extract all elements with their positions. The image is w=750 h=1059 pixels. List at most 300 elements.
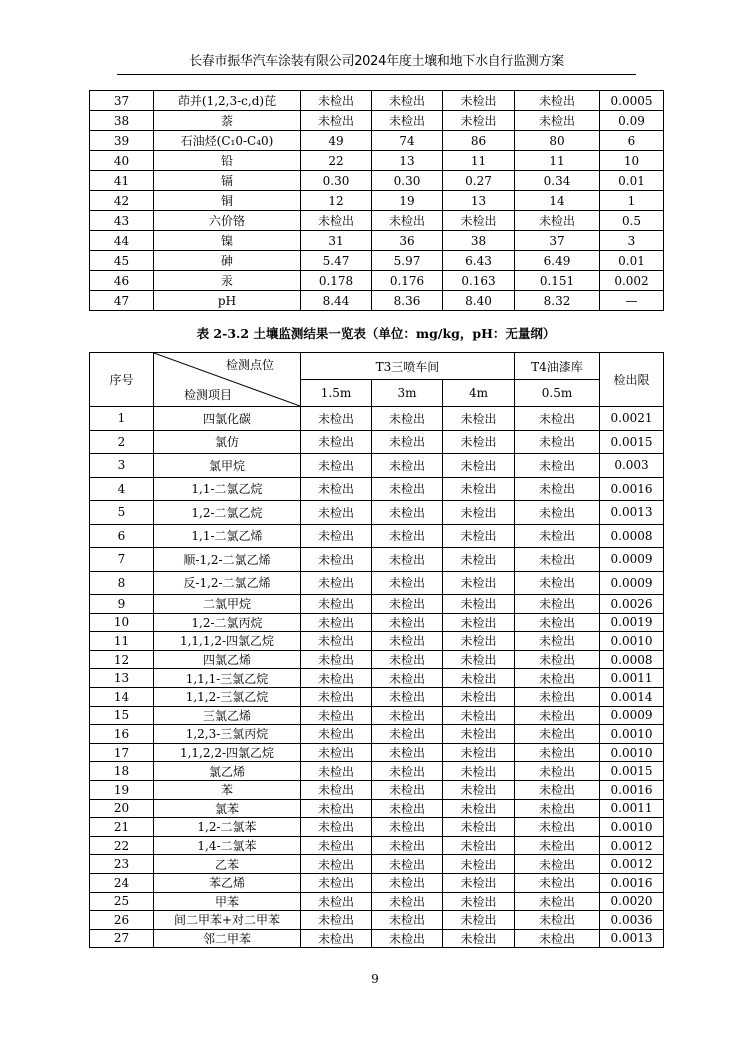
table-cell: 未检出 (443, 743, 515, 762)
table-cell: 未检出 (515, 818, 600, 837)
results-table-continued (89, 90, 664, 311)
table-cell: 未检出 (301, 548, 372, 572)
table-cell: 未检出 (515, 548, 600, 572)
table-cell: 未检出 (443, 911, 515, 930)
table-row (90, 454, 664, 478)
table-cell: 0.27 (443, 171, 515, 191)
table-cell: 未检出 (301, 706, 372, 725)
table-cell: 未检出 (443, 706, 515, 725)
table-cell: 0.0021 (600, 407, 664, 431)
table-cell: 1,1-二氯乙烯 (154, 524, 301, 548)
table-row (90, 632, 664, 651)
table-cell: 1,1,2,2-四氯乙烷 (154, 743, 301, 762)
table-cell: 0.0008 (600, 650, 664, 669)
table-cell: 37 (90, 91, 154, 111)
table-cell: 未检出 (443, 725, 515, 744)
table-cell: 6.43 (443, 251, 515, 271)
table-cell: 1,2-二氯苯 (154, 818, 301, 837)
table-row (90, 892, 664, 911)
table-cell: 0.0009 (600, 548, 664, 572)
table-cell: 茚并(1,2,3-c,d)芘 (154, 91, 301, 111)
table-cell: 未检出 (301, 818, 372, 837)
table-cell: 27 (90, 929, 154, 948)
table-cell: 未检出 (372, 799, 443, 818)
table-cell: 31 (301, 231, 372, 251)
table-cell: 未检出 (443, 501, 515, 525)
table-cell: 6 (600, 131, 664, 151)
table-cell: 0.5 (600, 211, 664, 231)
table-cell: 0.0016 (600, 873, 664, 892)
table-cell: 0.01 (600, 251, 664, 271)
table-cell: 未检出 (443, 211, 515, 231)
table-cell: 1,1,1,2-四氯乙烷 (154, 632, 301, 651)
table-cell: 1,4-二氯苯 (154, 836, 301, 855)
table-cell: 49 (301, 131, 372, 151)
header-group-t3: T3三喷车间 (301, 353, 515, 380)
table-cell: 26 (90, 911, 154, 930)
table-cell: 未检出 (515, 725, 600, 744)
table-cell: 未检出 (443, 454, 515, 478)
table-cell: 8.44 (301, 291, 372, 311)
table-cell: 未检出 (301, 571, 372, 595)
table-cell: 未检出 (443, 762, 515, 781)
header-depth: 4m (443, 380, 515, 407)
table-cell: 未检出 (515, 799, 600, 818)
table-cell: 未检出 (372, 430, 443, 454)
table-cell: 0.002 (600, 271, 664, 291)
table-cell: 25 (90, 892, 154, 911)
table-cell: 39 (90, 131, 154, 151)
table-cell: 11 (515, 151, 600, 171)
table-cell: 未检出 (515, 892, 600, 911)
table-cell: 未检出 (301, 211, 372, 231)
table-cell: 苯 (154, 780, 301, 799)
table-cell: 未检出 (443, 571, 515, 595)
table-cell: 2 (90, 430, 154, 454)
table-cell: 74 (372, 131, 443, 151)
table-cell: 未检出 (301, 836, 372, 855)
table-cell: 未检出 (443, 111, 515, 131)
table-cell: 45 (90, 251, 154, 271)
table-cell: 未检出 (443, 669, 515, 688)
table-cell: 未检出 (515, 454, 600, 478)
page-number: 9 (371, 972, 379, 986)
page-header-title: 长春市振华汽车涂装有限公司2024年度土壤和地下水自行监测方案 (189, 54, 564, 69)
table-cell: 22 (301, 151, 372, 171)
table-cell: 四氯化碳 (154, 407, 301, 431)
header-test-item: 检测项目 (184, 388, 233, 402)
table-cell: 未检出 (301, 501, 372, 525)
table-cell: 未检出 (372, 632, 443, 651)
table-caption: 表 2-3.2 土壤监测结果一览表（单位：mg/kg，pH：无量纲） (196, 326, 556, 341)
header-depth: 3m (372, 380, 443, 407)
table-cell: 14 (515, 191, 600, 211)
table-cell: 43 (90, 211, 154, 231)
table-cell: 未检出 (515, 91, 600, 111)
table-cell: 未检出 (301, 613, 372, 632)
table-cell: 3 (90, 454, 154, 478)
table-row (90, 407, 664, 431)
table-cell: 0.0015 (600, 762, 664, 781)
table-cell: 未检出 (301, 725, 372, 744)
table-cell: 铜 (154, 191, 301, 211)
table-cell: 0.003 (600, 454, 664, 478)
table-row (90, 706, 664, 725)
table-cell: 未检出 (372, 91, 443, 111)
table-cell: 0.0015 (600, 430, 664, 454)
table-cell: 0.178 (301, 271, 372, 291)
table-row (90, 743, 664, 762)
table-cell: 0.0009 (600, 571, 664, 595)
table-cell: 未检出 (372, 836, 443, 855)
table-cell: 16 (90, 725, 154, 744)
table-cell: 未检出 (301, 929, 372, 948)
table-cell: 未检出 (372, 477, 443, 501)
table-row (90, 687, 664, 706)
table-cell: 镍 (154, 231, 301, 251)
soil-results-body-a (90, 407, 664, 595)
table-cell: 未检出 (301, 743, 372, 762)
table-cell: 砷 (154, 251, 301, 271)
table-cell: 汞 (154, 271, 301, 291)
table-cell: 未检出 (515, 836, 600, 855)
table-row (90, 571, 664, 595)
table-cell: 未检出 (515, 407, 600, 431)
table-cell: 13 (443, 191, 515, 211)
table-cell: 0.163 (443, 271, 515, 291)
table-row (90, 836, 664, 855)
table-cell: 未检出 (301, 632, 372, 651)
table-cell: 未检出 (372, 524, 443, 548)
table-cell: 反-1,2-二氯乙烯 (154, 571, 301, 595)
table-cell: 未检出 (443, 780, 515, 799)
table-cell: 0.30 (372, 171, 443, 191)
table-row (90, 873, 664, 892)
table-row (90, 524, 664, 548)
table-cell: 0.0016 (600, 780, 664, 799)
table-cell: 未检出 (372, 650, 443, 669)
table-cell: 13 (372, 151, 443, 171)
table-cell: 0.0010 (600, 725, 664, 744)
table-cell: 1,1,2-三氯乙烷 (154, 687, 301, 706)
table-cell: 1,1,1-三氯乙烷 (154, 669, 301, 688)
table-cell: 未检出 (372, 548, 443, 572)
table-cell: 镉 (154, 171, 301, 191)
header-limit: 检出限 (600, 353, 664, 407)
table-cell: 未检出 (443, 873, 515, 892)
table-cell: 44 (90, 231, 154, 251)
table-cell: 未检出 (443, 430, 515, 454)
table-row (90, 669, 664, 688)
table-cell: 未检出 (372, 571, 443, 595)
table-cell: 未检出 (301, 780, 372, 799)
table-cell: 46 (90, 271, 154, 291)
table-row (90, 291, 664, 311)
table-cell: 未检出 (372, 613, 443, 632)
table-cell: 0.0010 (600, 743, 664, 762)
table-cell: 0.0012 (600, 855, 664, 874)
table-cell: 9 (90, 595, 154, 614)
table-cell: 氯乙烯 (154, 762, 301, 781)
table-cell: 未检出 (301, 892, 372, 911)
header-sampling-point: 检测点位 (225, 358, 274, 372)
table-cell: 未检出 (301, 687, 372, 706)
table-cell: 四氯乙烯 (154, 650, 301, 669)
table-cell: 80 (515, 131, 600, 151)
table-cell: 未检出 (515, 911, 600, 930)
table-cell: 36 (372, 231, 443, 251)
header-rule (117, 74, 636, 75)
table-cell: 未检出 (301, 430, 372, 454)
table-cell: 苯乙烯 (154, 873, 301, 892)
table-cell: 氯仿 (154, 430, 301, 454)
table-cell: 5.97 (372, 251, 443, 271)
table-cell: 未检出 (443, 818, 515, 837)
table-row (90, 231, 664, 251)
table-cell: 铅 (154, 151, 301, 171)
table-cell: 未检出 (515, 706, 600, 725)
table-cell: 未检出 (372, 725, 443, 744)
table-cell: 11 (90, 632, 154, 651)
table-cell: 86 (443, 131, 515, 151)
table-row (90, 477, 664, 501)
table-cell: 未检出 (443, 650, 515, 669)
table-cell: 0.0013 (600, 501, 664, 525)
table-cell: 0.0010 (600, 818, 664, 837)
table-cell: 41 (90, 171, 154, 191)
table-cell: 未检出 (372, 892, 443, 911)
table-cell: 1,2,3-三氯丙烷 (154, 725, 301, 744)
table-row (90, 548, 664, 572)
table-cell: 22 (90, 836, 154, 855)
table-cell: 未检出 (515, 111, 600, 131)
table-cell: 0.0020 (600, 892, 664, 911)
table-cell: 未检出 (515, 211, 600, 231)
table-cell: 未检出 (443, 687, 515, 706)
header-seq: 序号 (90, 353, 154, 407)
table-row (90, 799, 664, 818)
table-cell: 未检出 (515, 477, 600, 501)
soil-results-header (90, 353, 664, 407)
table-cell: 38 (443, 231, 515, 251)
table-row (90, 762, 664, 781)
table-cell: 未检出 (301, 407, 372, 431)
table-cell: 13 (90, 669, 154, 688)
table-cell: 0.0014 (600, 687, 664, 706)
table-row (90, 430, 664, 454)
table-cell: 未检出 (443, 524, 515, 548)
table-cell: 0.0019 (600, 613, 664, 632)
table-cell: 邻二甲苯 (154, 929, 301, 948)
table-cell: 未检出 (515, 669, 600, 688)
table-cell: pH (154, 291, 301, 311)
table-row (90, 501, 664, 525)
table-cell: 未检出 (301, 111, 372, 131)
table-cell: 未检出 (515, 929, 600, 948)
table-cell: 3 (600, 231, 664, 251)
table-cell: 未检出 (301, 873, 372, 892)
table-cell: 未检出 (372, 743, 443, 762)
table-cell: 未检出 (372, 407, 443, 431)
table-cell: 未检出 (372, 873, 443, 892)
table-cell: 未检出 (515, 650, 600, 669)
table-cell: 0.0026 (600, 595, 664, 614)
table-cell: 8.40 (443, 291, 515, 311)
table-row (90, 191, 664, 211)
table-cell: 0.0005 (600, 91, 664, 111)
table-cell: 未检出 (372, 595, 443, 614)
table-cell: 未检出 (515, 873, 600, 892)
table-cell: 未检出 (301, 855, 372, 874)
table-cell: 未检出 (301, 477, 372, 501)
table-cell: 0.0016 (600, 477, 664, 501)
table-cell: 0.34 (515, 171, 600, 191)
table-cell: 0.0013 (600, 929, 664, 948)
table-cell: 0.0009 (600, 706, 664, 725)
table-cell: 氯苯 (154, 799, 301, 818)
table-cell: 顺-1,2-二氯乙烯 (154, 548, 301, 572)
table-cell: 未检出 (515, 762, 600, 781)
table-cell: 7 (90, 548, 154, 572)
table-cell: 0.0011 (600, 799, 664, 818)
table-cell: — (600, 291, 664, 311)
table-cell: 11 (443, 151, 515, 171)
table-cell: 间二甲苯+对二甲苯 (154, 911, 301, 930)
table-cell: 21 (90, 818, 154, 837)
table-cell: 未检出 (515, 743, 600, 762)
table-cell: 未检出 (372, 454, 443, 478)
table-cell: 20 (90, 799, 154, 818)
table-cell: 未检出 (443, 407, 515, 431)
table-cell: 0.01 (600, 171, 664, 191)
table-cell: 未检出 (443, 836, 515, 855)
table-cell: 24 (90, 873, 154, 892)
table-cell: 未检出 (443, 595, 515, 614)
table-cell: 未检出 (372, 929, 443, 948)
table-cell: 1,2-二氯丙烷 (154, 613, 301, 632)
table-cell: 未检出 (515, 501, 600, 525)
table-cell: 未检出 (443, 632, 515, 651)
table-cell: 1,1-二氯乙烷 (154, 477, 301, 501)
table-cell: 未检出 (443, 892, 515, 911)
table-cell: 6 (90, 524, 154, 548)
table-cell: 38 (90, 111, 154, 131)
table-cell: 1 (600, 191, 664, 211)
table-cell: 15 (90, 706, 154, 725)
table-cell: 未检出 (372, 762, 443, 781)
table-cell: 未检出 (515, 687, 600, 706)
table-cell: 未检出 (301, 454, 372, 478)
table-cell: 未检出 (443, 548, 515, 572)
table-cell: 10 (600, 151, 664, 171)
table-cell: 1,2-二氯乙烷 (154, 501, 301, 525)
table-cell: 未检出 (301, 91, 372, 111)
table-row (90, 650, 664, 669)
table-cell: 5 (90, 501, 154, 525)
table-cell: 18 (90, 762, 154, 781)
table-cell: 42 (90, 191, 154, 211)
table-cell: 未检出 (515, 780, 600, 799)
table-cell: 未检出 (443, 613, 515, 632)
table-cell: 17 (90, 743, 154, 762)
header-diagonal-cell (154, 353, 301, 407)
table-cell: 0.0008 (600, 524, 664, 548)
table-cell: 未检出 (301, 762, 372, 781)
table-cell: 0.176 (372, 271, 443, 291)
results-table-continued-body (90, 91, 664, 311)
table-row (90, 111, 664, 131)
table-row (90, 613, 664, 632)
table-row (90, 151, 664, 171)
table-cell: 8.32 (515, 291, 600, 311)
table-cell: 未检出 (372, 855, 443, 874)
table-cell: 二氯甲烷 (154, 595, 301, 614)
table-cell: 未检出 (372, 780, 443, 799)
table-cell: 未检出 (301, 669, 372, 688)
header-group-t4: T4油漆库 (515, 353, 600, 380)
table-cell: 未检出 (372, 687, 443, 706)
table-cell: 12 (301, 191, 372, 211)
table-cell: 6.49 (515, 251, 600, 271)
table-cell: 40 (90, 151, 154, 171)
table-cell: 1 (90, 407, 154, 431)
table-cell: 未检出 (372, 818, 443, 837)
table-cell: 未检出 (443, 91, 515, 111)
table-cell: 未检出 (515, 571, 600, 595)
table-cell: 0.0036 (600, 911, 664, 930)
table-cell: 0.0011 (600, 669, 664, 688)
table-cell: 未检出 (301, 911, 372, 930)
soil-results-body-b (90, 595, 664, 948)
table-cell: 未检出 (372, 911, 443, 930)
table-cell: 氯甲烷 (154, 454, 301, 478)
table-cell: 未检出 (515, 613, 600, 632)
table-cell: 0.09 (600, 111, 664, 131)
table-cell: 未检出 (443, 855, 515, 874)
table-row (90, 929, 664, 948)
table-cell: 萘 (154, 111, 301, 131)
table-cell: 未检出 (443, 477, 515, 501)
table-cell: 12 (90, 650, 154, 669)
table-cell: 19 (372, 191, 443, 211)
table-cell: 甲苯 (154, 892, 301, 911)
table-row (90, 131, 664, 151)
table-cell: 未检出 (515, 855, 600, 874)
table-cell: 未检出 (443, 929, 515, 948)
table-row (90, 911, 664, 930)
table-cell: 0.30 (301, 171, 372, 191)
table-row (90, 211, 664, 231)
table-row (90, 251, 664, 271)
table-row (90, 595, 664, 614)
table-cell: 23 (90, 855, 154, 874)
table-cell: 未检出 (372, 706, 443, 725)
table-row (90, 780, 664, 799)
table-row (90, 271, 664, 291)
table-cell: 石油烃(C₁0-C₄0) (154, 131, 301, 151)
table-cell: 未检出 (372, 669, 443, 688)
table-cell: 未检出 (515, 632, 600, 651)
table-cell: 37 (515, 231, 600, 251)
table-cell: 未检出 (301, 595, 372, 614)
table-cell: 未检出 (372, 501, 443, 525)
table-row (90, 725, 664, 744)
table-cell: 未检出 (372, 111, 443, 131)
table-cell: 未检出 (301, 799, 372, 818)
table-row (90, 91, 664, 111)
table-cell: 六价铬 (154, 211, 301, 231)
table-row (90, 818, 664, 837)
